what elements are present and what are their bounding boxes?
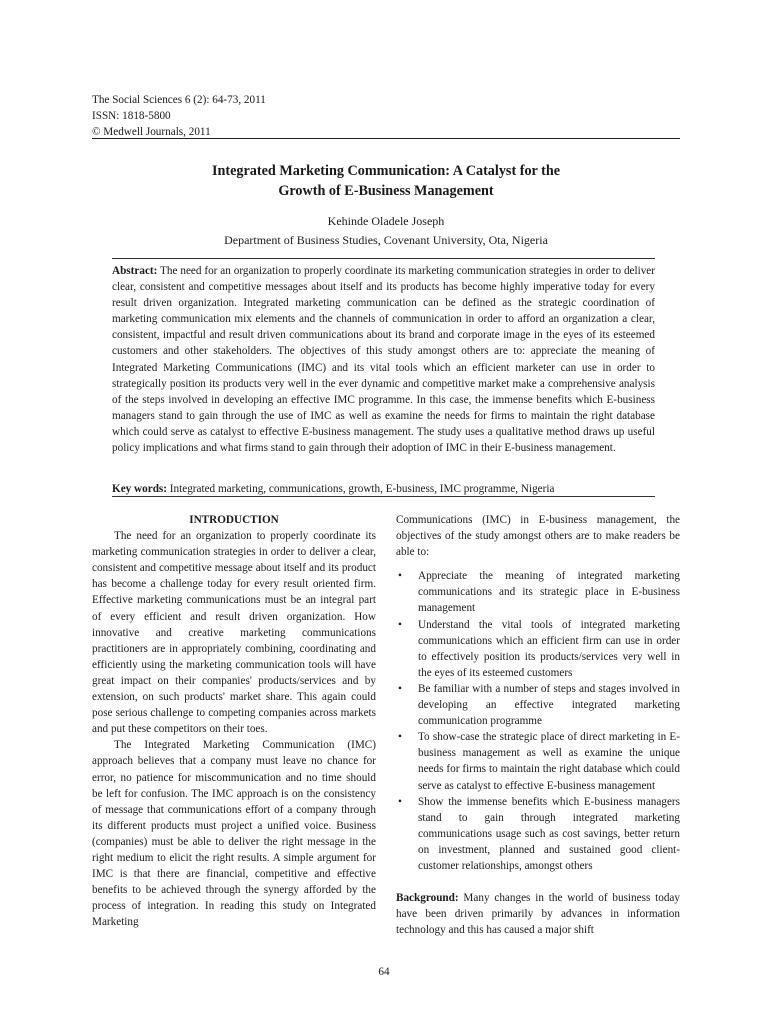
list-item xyxy=(396,794,680,874)
background-label: Background: xyxy=(396,892,459,905)
journal-issn: ISSN: 1818-5800 xyxy=(92,109,171,122)
background-paragraph xyxy=(396,890,680,938)
journal-citation: The Social Sciences 6 (2): 64-73, 2011 xyxy=(92,94,266,106)
right-column xyxy=(396,512,680,938)
author-name: Kehinde Oladele Joseph xyxy=(327,214,445,228)
list-item xyxy=(396,568,680,616)
abstract-top-rule xyxy=(112,258,655,259)
bullet-icon: • xyxy=(398,682,402,695)
list-item xyxy=(396,617,680,681)
introduction-heading: INTRODUCTION xyxy=(189,514,279,526)
abstract xyxy=(112,263,655,456)
keywords-text: Integrated marketing, communications, growth, E-business, IMC programme, Nigeria xyxy=(167,483,555,495)
paper-title xyxy=(92,162,680,201)
objectives-list xyxy=(396,568,680,874)
list-item-text: To show-case the strategic place of direct marketing in E-business management as well as examine the unique needs for firms to maintain the right database which could serve as catalyst to effective E-business management xyxy=(418,731,680,792)
bullet-icon: • xyxy=(398,570,402,583)
journal-copyright: © Medwell Journals, 2011 xyxy=(92,125,211,138)
list-item xyxy=(396,729,680,793)
bullet-icon: • xyxy=(398,618,402,631)
keywords-rule xyxy=(112,496,655,497)
journal-header xyxy=(92,93,680,140)
page-number: 64 xyxy=(378,966,390,978)
list-item-text: Understand the vital tools of integrated marketing communications which an efficient firm can use in order to effectively position its products/services very well in the eyes of its esteemed customers xyxy=(418,618,680,679)
keywords-label: Key words: xyxy=(112,483,167,495)
title-line-1: Integrated Marketing Communication: A Catalyst for the xyxy=(211,163,561,179)
intro-paragraph-1: The need for an organization to properly coordinate its marketing communication strategies in order to deliver a clear, consistent and competitive message about itself and its product has become a challenge today for every result oriented firm. Effective marketing communications must be an integral part of every efficient and result driven organization. How innovative and creative marketing communications practitioners are in appropriately combining, coordinating and efficiently using the marketing communication tools will have great impact on their companies' products/services and by extension, on such products' market share. This again could pose serious challenge to competing companies across markets and put these competitors on their toes. xyxy=(92,530,376,736)
intro-paragraph-2: The Integrated Marketing Communication (IMC) approach believes that a company must leave no chance for error, no patience for miscommunication and no time should be left for confusion. The IMC approach is on the consistency of message that communications effort of a company through its different products must project a unified voice. Business (companies) must be able to deliver the right message in the right medium to elicit the right results. A simple argument for IMC is that there are financial, competitive and effective benefits to be achieved through the synergy afforded by the process of integration. In reading this study on Integrated Marketing xyxy=(92,739,376,929)
background-text: Many changes in the world of business today have been driven primarily by advances in information technology and this has caused a major shift xyxy=(396,892,680,937)
header-rule xyxy=(92,138,680,139)
bullet-icon: • xyxy=(398,795,402,808)
bullet-icon: • xyxy=(398,731,402,744)
list-item-text: Appreciate the meaning of integrated marketing communications and its strategic place in E-business management xyxy=(418,570,680,615)
intro-paragraph-3: Communications (IMC) in E-business management, the objectives of the study amongst others are to make readers be able to: xyxy=(396,514,680,559)
author-block xyxy=(92,212,680,250)
keywords xyxy=(112,481,655,497)
title-line-2: Growth of E-Business Management xyxy=(278,182,494,199)
abstract-text: The need for an organization to properly coordinate its marketing communication strategies in order to deliver clear, consistent and competitive messages about itself and its products has become highly imperative today for every result driven organization. Integrated marketing communication can be defined as the strategic coordination of marketing communication mix elements and the channels of communication in order to afford an organization a clear, consistent, impactful and result driven communications about its brand and corporate image in the eyes of its esteemed customers and other stakeholders. The objectives of this study amongst others are to: appreciate the meaning of Integrated Marketing Communications (IMC) and its vital tools which an efficient marketer can use in order to strategically position its products very well in the ever dynamic and competitive market make a comprehensive analysis of the steps involved in developing an effective IMC programme. In this case, the immense benefits which E-business managers stand to gain through the use of IMC as well as examine the needs for firms to maintain the right database which could serve as catalyst to effective E-business management. The study uses a qualitative method draws up useful policy implications and what firms stand to gain through their adoption of IMC in their E-business management. xyxy=(112,265,655,455)
list-item-text: Show the immense benefits which E-business managers stand to gain through integrated marketing communications usage such as cost savings, better return on investment, planned and sustained good client-customer relationships, amongst others xyxy=(418,795,680,872)
list-item-text: Be familiar with a number of steps and stages involved in developing an effective integrated marketing communication programme xyxy=(418,682,680,728)
author-affiliation: Department of Business Studies, Covenant University, Ota, Nigeria xyxy=(224,233,548,247)
left-column xyxy=(92,512,376,930)
list-item xyxy=(396,681,680,729)
abstract-label: Abstract: xyxy=(112,265,158,277)
